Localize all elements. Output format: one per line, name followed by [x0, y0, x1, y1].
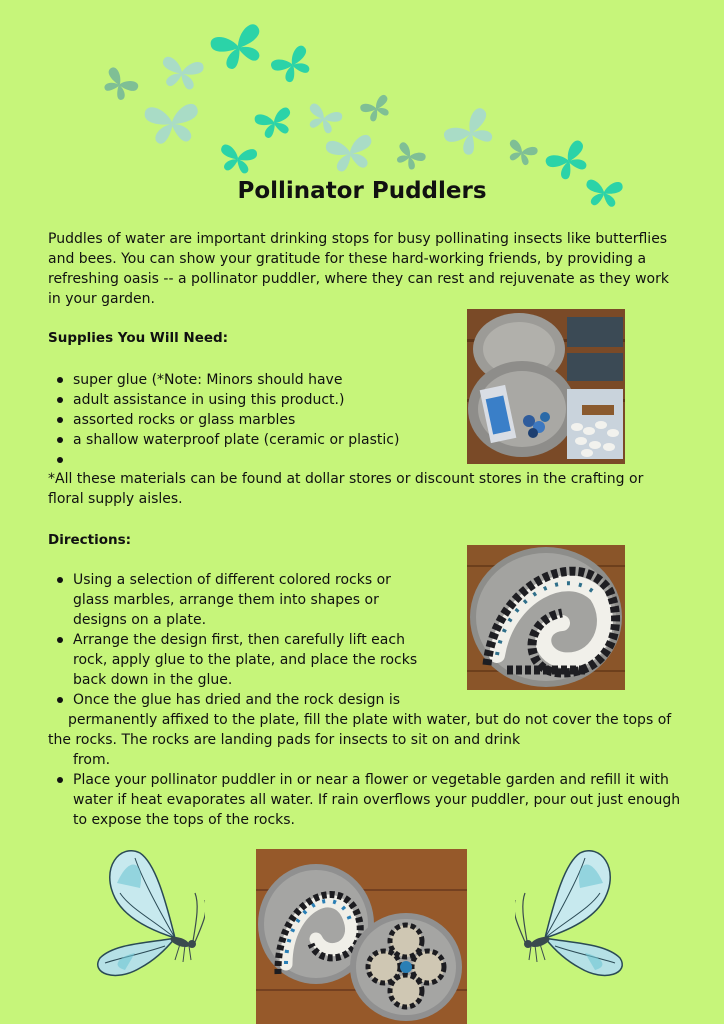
list-item: Place your pollinator puddler in or near a flower or vegetable garden and refill it with water if heat evaporates all water. If rain overflows your puddler, pour out just enough to expose the tops of the rocks. — [48, 770, 684, 830]
supplies-note: *All these materials can be found at dollar stores or discount stores in the crafting or floral supply aisles. — [48, 471, 644, 507]
step3-line2: permanently affixed to the plate, fill the plate with water, but do not cover the tops of — [68, 712, 672, 728]
step3-line4: from. — [73, 752, 111, 768]
supplies-list — [48, 370, 448, 470]
list-item: a shallow waterproof plate (ceramic or plastic) — [48, 430, 448, 450]
list-item: adult assistance in using this product.) — [48, 390, 448, 410]
step3-line3: the rocks. The rocks are landing pads for insects to sit on and drink — [48, 732, 521, 748]
directions-list — [48, 570, 418, 710]
supplies-photo — [467, 309, 625, 464]
butterfly-right-icon — [515, 850, 650, 980]
finished-puddlers-photo — [256, 849, 467, 1024]
directions-list-cont — [48, 770, 684, 830]
butterfly-left-icon — [70, 850, 205, 980]
list-item: assorted rocks or glass marbles — [48, 410, 448, 430]
supplies-heading: Supplies You Will Need: — [48, 330, 229, 346]
spiral-design-photo — [467, 545, 625, 690]
list-item: Using a selection of different colored rocks or glass marbles, arrange them into shapes or designs on a plate. — [48, 570, 418, 630]
list-item — [48, 450, 448, 470]
page-title: Pollinator Puddlers — [237, 178, 487, 204]
list-item: Arrange the design first, then carefully lift each rock, apply glue to the plate, and place the rocks back down in the glue. — [48, 630, 418, 690]
directions-heading: Directions: — [48, 532, 132, 548]
intro-paragraph: Puddles of water are important drinking stops for busy pollinating insects like butterflies and bees. You can show your gratitude for these hard-working friends, by providing a refreshing oasis -- a pollinator puddler, where they can rest and rejuvenate as they work in your garden. — [48, 231, 669, 307]
list-item: Once the glue has dried and the rock design is — [48, 690, 418, 710]
list-item: super glue (*Note: Minors should have — [48, 370, 448, 390]
